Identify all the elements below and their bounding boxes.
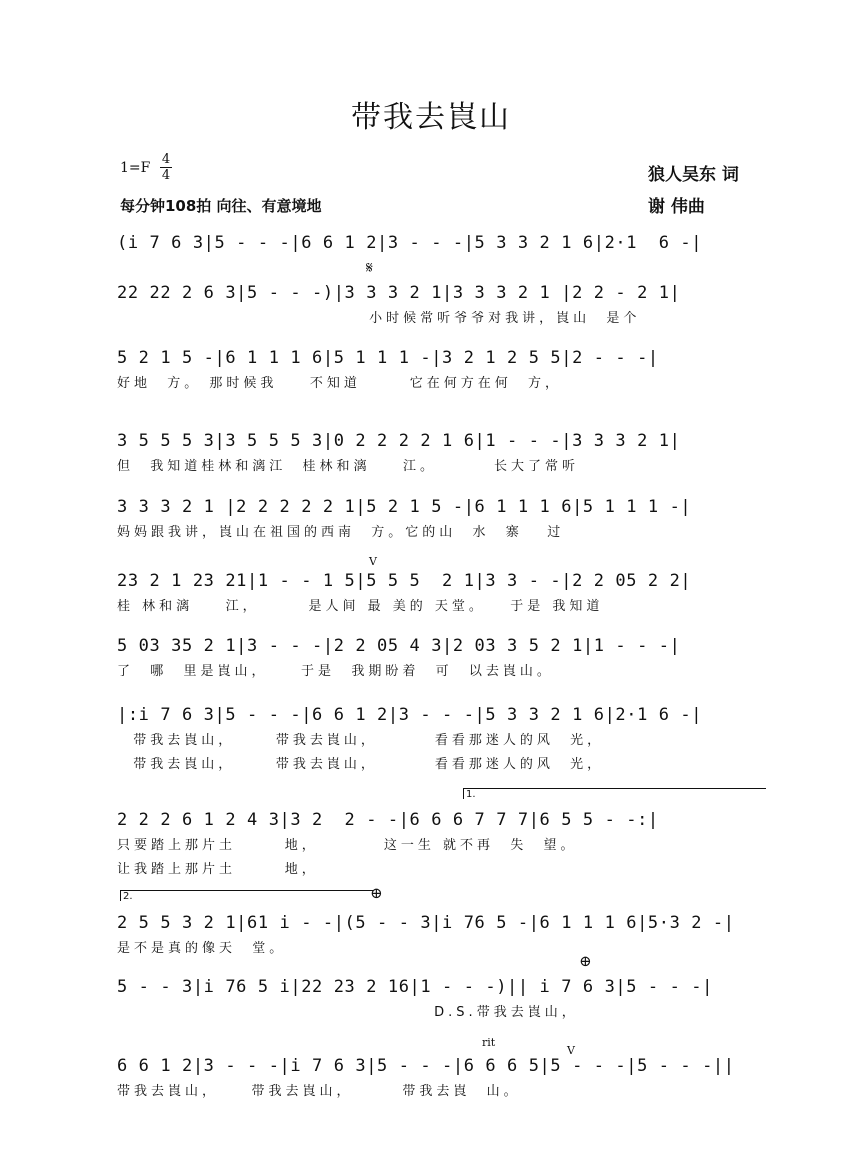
notation-line: |:i 7 6 3|5 - - -|6 6 1 2|3 - - -|5 3 3 2 1 6|2·1 6 -| xyxy=(117,705,703,725)
lyric-line: 带我去崀山， 带我去崀山， 看看那迷人的风 光， xyxy=(117,733,605,748)
tempo-marking: 每分钟108拍 向往、有意境地 xyxy=(120,197,322,215)
meter-bottom: 4 xyxy=(161,168,171,183)
composer-credit: 谢 伟曲 xyxy=(648,197,705,217)
lyric-line: 了 哪 里是崀山， 于是 我期盼着 可 以去崀山。 xyxy=(117,664,554,679)
meter-top: 4 xyxy=(161,152,171,167)
lyric-line: 只要踏上那片土 地， 这一生 就不再 失 望。 xyxy=(117,838,578,853)
lyric-line: 带我去崀山， 带我去崀山， 带我去崀 山。 xyxy=(117,1084,521,1099)
time-signature xyxy=(160,153,172,182)
coda-mark-2: ⊕ xyxy=(579,952,592,970)
lyric-line: 小时候常听爷爷对我讲，崀山 是个 xyxy=(117,311,641,326)
notation-line: 5 2 1 5 -|6 1 1 1 6|5 1 1 1 -|3 2 1 2 5 5|2 - - -| xyxy=(117,348,659,368)
notation-line: 3 5 5 5 3|3 5 5 5 3|0 2 2 2 2 1 6|1 - - -|3 3 3 2 1| xyxy=(117,431,681,451)
notation-line: 23 2 1 23 21|1 - - 1 5|5 5 5 2 1|3 3 - -|2 2 05 2 2| xyxy=(117,571,692,591)
notation-line: 3 3 3 2 1 |2 2 2 2 2 1|5 2 1 5 -|6 1 1 1 6|5 1 1 1 -| xyxy=(117,497,692,517)
lyric-line: 带我去崀山， 带我去崀山， 看看那迷人的风 光， xyxy=(117,757,605,772)
lyric-line: 好地 方。 那时候我 不知道 它在何方在何 方， xyxy=(117,376,562,391)
notation-line: 2 2 2 6 1 2 4 3|3 2 2 - -|6 6 6 7 7 7|6 5 5 - -:| xyxy=(117,810,659,830)
notation-line: 2 5 5 3 2 1|61 i - -|(5 - - 3|i 76 5 -|6 1 1 1 6|5·3 2 -| xyxy=(117,913,735,933)
notation-line: 5 03 35 2 1|3 - - -|2 2 05 4 3|2 03 3 5 2 1|1 - - -| xyxy=(117,636,681,656)
notation-line: 5 - - 3|i 76 5 i|22 23 2 16|1 - - -)|| i 7 6 3|5 - - -| xyxy=(117,977,713,997)
notation-line: (i 7 6 3|5 - - -|6 6 1 2|3 - - -|5 3 3 2 1 6|2·1 6 -| xyxy=(117,233,703,253)
lyric-line: 桂 林和漓 江， 是人间 最 美的 天堂。 于是 我知道 xyxy=(117,599,604,614)
coda-mark: ⊕ xyxy=(370,884,383,902)
notation-line: 6 6 1 2|3 - - -|i 7 6 3|5 - - -|6 6 6 5|5 - - -|5 - - -|| xyxy=(117,1056,735,1076)
ritardando-mark: rit xyxy=(482,1036,496,1049)
page-title: 带我去崀山 xyxy=(351,100,511,135)
breath-mark: V xyxy=(369,555,377,568)
notation-line: 22 22 2 6 3|5 - - -)|3 3 3 2 1|3 3 3 2 1 |2 2 - 2 1| xyxy=(117,283,681,303)
lyric-line: 但 我知道桂林和漓江 桂林和漓 江。 长大了常听 xyxy=(117,459,579,474)
key-signature: 1=F xyxy=(120,160,151,176)
lyric-line: D.S.带我去崀山， xyxy=(117,1005,579,1020)
first-ending-bracket: 1. xyxy=(463,788,766,799)
lyricist-credit: 狼人吴东 词 xyxy=(648,165,739,185)
breath-mark-2: V xyxy=(567,1044,575,1057)
lyric-line: 妈妈跟我讲，崀山在祖国的西南 方。它的山 水 寨 过 xyxy=(117,525,565,540)
segno-mark: 𝄋 xyxy=(366,258,373,277)
lyric-line: 让我踏上那片土 地， xyxy=(117,862,319,877)
lyric-line: 是不是真的像天 堂。 xyxy=(117,941,287,956)
second-ending-bracket: 2. xyxy=(120,890,373,901)
